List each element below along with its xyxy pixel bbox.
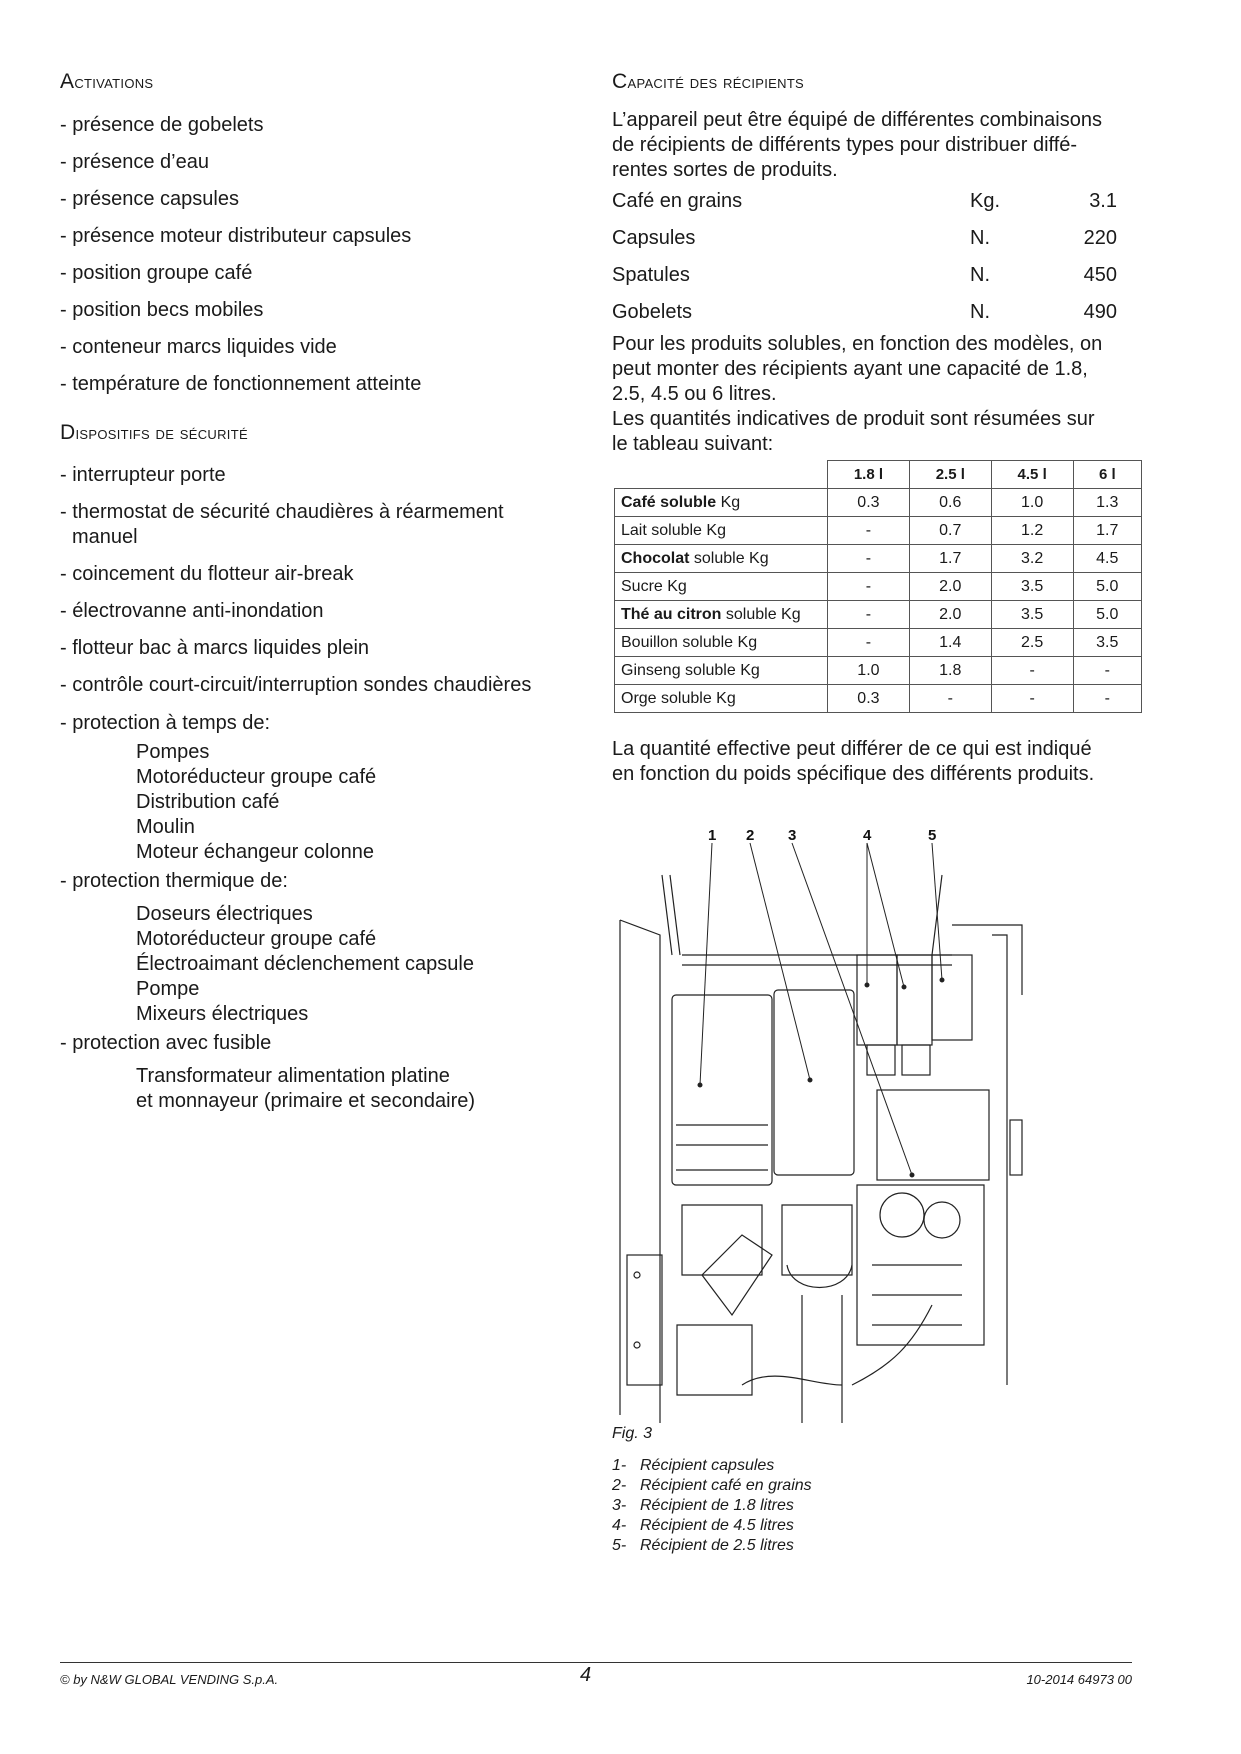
product-label [615, 573, 828, 601]
product-name: soluble Kg [689, 549, 769, 567]
callout-2: 2 [746, 827, 755, 844]
intro-line: rentes sortes de produits. [612, 159, 838, 181]
activation-item: - présence de gobelets [60, 114, 264, 136]
capacity-heading: Capacité des récipients [612, 70, 805, 93]
callout-4: 4 [863, 827, 872, 844]
capacity-name: Capsules [612, 227, 696, 249]
table-cell: 1.3 [1073, 489, 1141, 517]
table-row [615, 601, 1142, 629]
table-cell: - [828, 629, 910, 657]
table-header: 2.5 l [909, 461, 991, 489]
capacity-row [612, 299, 1117, 325]
table-cell: 1.7 [1073, 517, 1141, 545]
table-cell: 4.5 [1073, 545, 1141, 573]
table-header: 1.8 l [828, 461, 910, 489]
soluble-line: Pour les produits solubles, en fonction des modèles, on [612, 333, 1103, 355]
security-item: - flotteur bac à marcs liquides plein [60, 637, 370, 659]
product-label [615, 657, 828, 685]
capacity-value: 220 [1083, 227, 1117, 249]
capacity-row [612, 188, 1117, 214]
table-row [615, 517, 1142, 545]
table-cell: 5.0 [1073, 573, 1141, 601]
product-label [615, 685, 828, 713]
capacity-name: Café en grains [612, 190, 743, 212]
table-cell: - [828, 545, 910, 573]
legend-number: 3- [612, 1497, 627, 1514]
table-row [615, 489, 1142, 517]
table-row [615, 685, 1142, 713]
legend-text: Récipient capsules [640, 1457, 775, 1474]
product-label [615, 517, 828, 545]
capacity-value: 3.1 [1089, 190, 1117, 212]
table-cell: 0.3 [828, 685, 910, 713]
security-item: - interrupteur porte [60, 464, 226, 486]
thermal-protection-item: Mixeurs électriques [136, 1003, 309, 1025]
security-item: - contrôle court-circuit/interruption sondes chaudières [60, 674, 532, 696]
fuse-protection-item: Transformateur alimentation platine [136, 1065, 450, 1087]
callout-5: 5 [928, 827, 937, 844]
table-cell: 0.6 [909, 489, 991, 517]
table-cell: 1.2 [991, 517, 1073, 545]
product-name: Kg [716, 493, 741, 511]
capacity-unit: N. [970, 301, 990, 323]
thermal-protection-item: Pompe [136, 978, 200, 1000]
capacity-unit: N. [970, 264, 990, 286]
table-cell: 3.5 [991, 601, 1073, 629]
table-header-row [615, 461, 1142, 489]
time-protection-item: Moulin [136, 816, 195, 838]
thermal-protection-item: Motoréducteur groupe café [136, 928, 377, 950]
thermal-protection-title: - protection thermique de: [60, 870, 288, 892]
table-body [615, 489, 1142, 713]
activation-item: - position becs mobiles [60, 299, 264, 321]
product-label [615, 601, 828, 629]
table-cell: 3.2 [991, 545, 1073, 573]
security-item: - protection à temps de: [60, 712, 271, 734]
security-item: - thermostat de sécurité chaudières à réarmement [60, 501, 504, 523]
security-heading: Dispositifs de sécurité [60, 421, 248, 444]
effective-line: La quantité effective peut différer de ce qui est indiqué [612, 738, 1092, 760]
table-cell: - [828, 517, 910, 545]
product-name: Sucre Kg [621, 577, 687, 595]
table-cell: 2.5 [991, 629, 1073, 657]
activation-item: - présence capsules [60, 188, 239, 210]
quantity-table [614, 460, 1142, 713]
page-number: 4 [580, 1664, 592, 1686]
effective-line: en fonction du poids spécifique des différents produits. [612, 763, 1095, 785]
soluble-line: peut monter des récipients ayant une capacité de 1.8, [612, 358, 1088, 380]
footer-copyright: © by N&W GLOBAL VENDING S.p.A. [60, 1672, 279, 1687]
table-row [615, 657, 1142, 685]
table-cell: 1.8 [909, 657, 991, 685]
fuse-protection-title: - protection avec fusible [60, 1032, 272, 1054]
capacity-value: 490 [1083, 301, 1117, 323]
table-cell: 2.0 [909, 573, 991, 601]
product-name: soluble Kg [721, 605, 801, 623]
table-cell: - [828, 601, 910, 629]
soluble-line: 2.5, 4.5 ou 6 litres. [612, 383, 777, 405]
capacity-row [612, 225, 1117, 251]
capacity-name: Gobelets [612, 301, 693, 323]
footer-rule [60, 1662, 1132, 1663]
security-item: - électrovanne anti-inondation [60, 600, 324, 622]
time-protection-item: Pompes [136, 741, 210, 763]
table-cell: 0.7 [909, 517, 991, 545]
table-cell: 3.5 [1073, 629, 1141, 657]
capacity-value: 450 [1083, 264, 1117, 286]
table-cell: - [991, 685, 1073, 713]
table-cell: - [991, 657, 1073, 685]
capacity-row [612, 262, 1117, 288]
activation-item: - présence moteur distributeur capsules [60, 225, 412, 247]
figure-label: Fig. 3 [612, 1425, 653, 1442]
table-cell: - [909, 685, 991, 713]
intro-line: L’appareil peut être équipé de différentes combinaisons [612, 109, 1102, 131]
table-cell: - [1073, 685, 1141, 713]
table-header: 6 l [1073, 461, 1141, 489]
soluble-line: Les quantités indicatives de produit sont résumées sur [612, 408, 1095, 430]
activation-item: - présence d’eau [60, 151, 209, 173]
table-cell: 1.7 [909, 545, 991, 573]
product-name-bold: Café soluble [621, 493, 717, 511]
capacity-unit: N. [970, 227, 990, 249]
product-label [615, 489, 828, 517]
thermal-protection-item: Doseurs électriques [136, 903, 313, 925]
table-row [615, 545, 1142, 573]
product-name: Bouillon soluble Kg [621, 633, 758, 651]
legend-text: Récipient de 4.5 litres [640, 1517, 794, 1534]
table-cell: 5.0 [1073, 601, 1141, 629]
legend-number: 4- [612, 1517, 627, 1534]
security-item: - coincement du flotteur air-break [60, 563, 354, 585]
product-name-bold: Chocolat [621, 549, 690, 567]
product-label [615, 545, 828, 573]
activation-item: - position groupe café [60, 262, 253, 284]
product-name: Ginseng soluble Kg [621, 661, 760, 679]
table-cell: - [828, 573, 910, 601]
legend-number: 1- [612, 1457, 627, 1474]
legend-text: Récipient de 2.5 litres [640, 1537, 794, 1554]
time-protection-item: Moteur échangeur colonne [136, 841, 374, 863]
table-cell: 0.3 [828, 489, 910, 517]
activation-item: - température de fonctionnement atteinte [60, 373, 422, 395]
footer-docref: 10-2014 64973 00 [1026, 1672, 1132, 1687]
intro-line: de récipients de différents types pour distribuer diffé- [612, 134, 1078, 156]
security-item: manuel [72, 526, 138, 548]
legend-number: 5- [612, 1537, 627, 1554]
time-protection-item: Motoréducteur groupe café [136, 766, 377, 788]
legend-text: Récipient café en grains [640, 1477, 812, 1494]
table-cell: 1.0 [991, 489, 1073, 517]
activation-item: - conteneur marcs liquides vide [60, 336, 337, 358]
table-header: 4.5 l [991, 461, 1073, 489]
table-cell: 2.0 [909, 601, 991, 629]
thermal-protection-item: Électroaimant déclenchement capsule [136, 953, 474, 975]
time-protection-item: Distribution café [136, 791, 280, 813]
product-name: Orge soluble Kg [621, 689, 736, 707]
capacity-unit: Kg. [970, 190, 1001, 212]
activations-heading: Activations [60, 70, 154, 93]
legend-text: Récipient de 1.8 litres [640, 1497, 794, 1514]
machine-figure [612, 825, 1032, 1425]
table-row [615, 573, 1142, 601]
product-name-bold: Thé au citron [621, 605, 722, 623]
fuse-protection-item: et monnayeur (primaire et secondaire) [136, 1090, 476, 1112]
table-cell: - [1073, 657, 1141, 685]
callout-3: 3 [788, 827, 797, 844]
table-row [615, 629, 1142, 657]
legend-number: 2- [612, 1477, 627, 1494]
table-cell: 1.0 [828, 657, 910, 685]
table-cell: 3.5 [991, 573, 1073, 601]
product-label [615, 629, 828, 657]
table-corner [615, 461, 828, 489]
table-cell: 1.4 [909, 629, 991, 657]
callout-1: 1 [708, 827, 717, 844]
capacity-name: Spatules [612, 264, 690, 286]
soluble-line: le tableau suivant: [612, 433, 774, 455]
product-name: Lait soluble Kg [621, 521, 726, 539]
